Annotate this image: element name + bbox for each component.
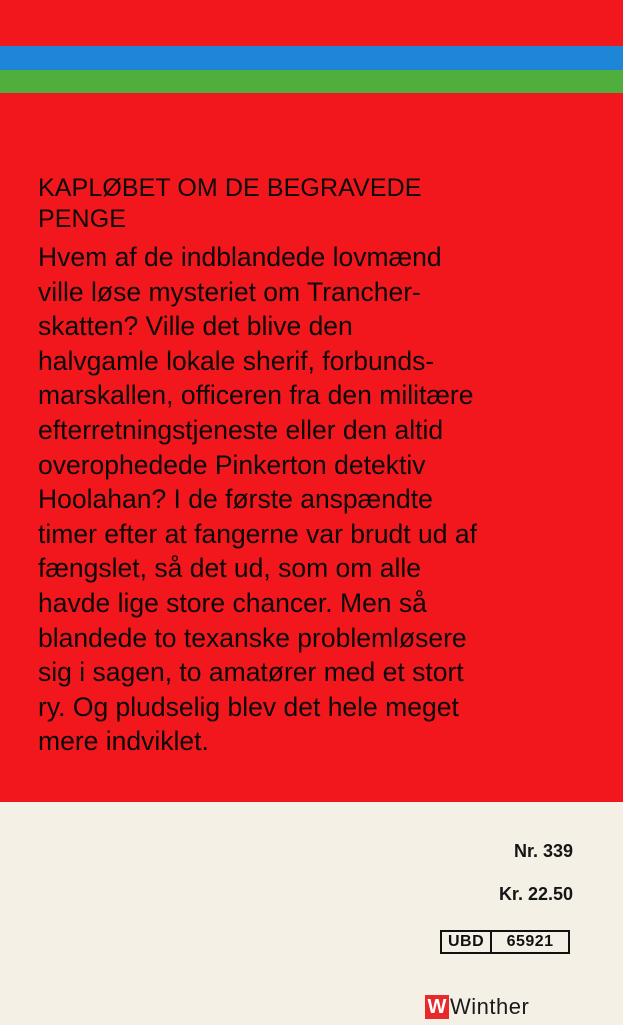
price-label: Kr. 22.50 — [498, 884, 573, 904]
issue-number: Nr. 339 — [513, 841, 573, 861]
series-code: UBD — [442, 932, 492, 952]
publisher-mark — [425, 994, 529, 1020]
book-blurb: Hvem af de indblandede lovmænd ville løse mysteriet om Trancher- skatten? Ville det blive den halvgamle lokale sherif, forbunds- marskallen, officeren fra den militære efterretningstjeneste eller den altid overophedede Pinkerton detektiv Hoolahan? I de første anspændte timer efter at fangerne var brudt ud af fængslet, så det ud, som om alle havde lige store chancer. Men så blandede to texanske problemløsere sig i sagen, to amatører med et stort ry. Og pludselig blev det hele meget mere indviklet. — [38, 242, 477, 757]
publisher-logo-icon: W — [425, 995, 449, 1019]
book-heading: KAPLØBET OM DE BEGRAVEDE PENGE — [38, 174, 422, 233]
green-stripe — [0, 70, 623, 93]
publisher-name: Winther — [450, 994, 530, 1019]
series-code-box — [440, 930, 570, 954]
lower-info-panel — [0, 802, 623, 1025]
blue-stripe — [0, 46, 623, 70]
series-number: 65921 — [506, 933, 554, 950]
